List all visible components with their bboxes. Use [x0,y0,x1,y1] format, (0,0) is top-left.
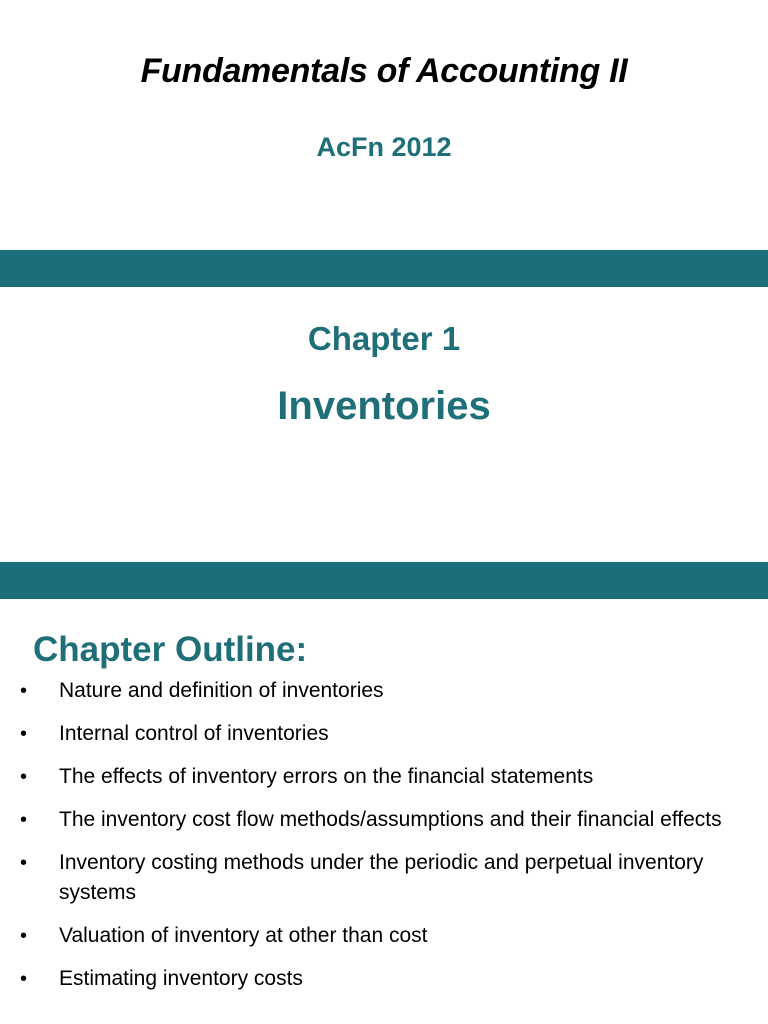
bullet-icon: • [20,723,28,745]
outline-item [0,964,768,994]
outline-item [0,848,768,908]
chapter-number: Chapter 1 [307,320,461,357]
outline-item [0,805,768,835]
bullet-icon: • [20,680,28,702]
outline-item-text: Estimating inventory costs [59,967,303,990]
outline-list [0,676,768,1007]
bullet-icon: • [20,766,28,788]
outline-item [0,719,768,749]
outline-item-text: The effects of inventory errors on the financial statements [59,765,594,788]
course-title: Fundamentals of Accounting II [140,52,628,90]
bottom-divider-band [0,562,768,599]
course-code: AcFn 2012 [316,132,452,162]
outline-item-text: Valuation of inventory at other than cost [59,924,428,947]
outline-item [0,921,768,951]
outline-item [0,762,768,792]
top-divider-band [0,250,768,287]
outline-item [0,676,768,706]
outline-item-text: Internal control of inventories [59,722,329,745]
bullet-icon: • [20,925,28,947]
outline-item-text: The inventory cost flow methods/assumptions and their financial effects [59,808,722,831]
bullet-icon: • [20,968,28,990]
bullet-icon: • [20,809,28,831]
outline-item-text: Inventory costing methods under the periodic and perpetual inventory systems [59,851,704,904]
chapter-title: Inventories [277,384,491,428]
outline-item-text: Nature and definition of inventories [59,679,384,702]
bullet-icon: • [20,852,28,874]
outline-heading: Chapter Outline: [33,630,308,669]
